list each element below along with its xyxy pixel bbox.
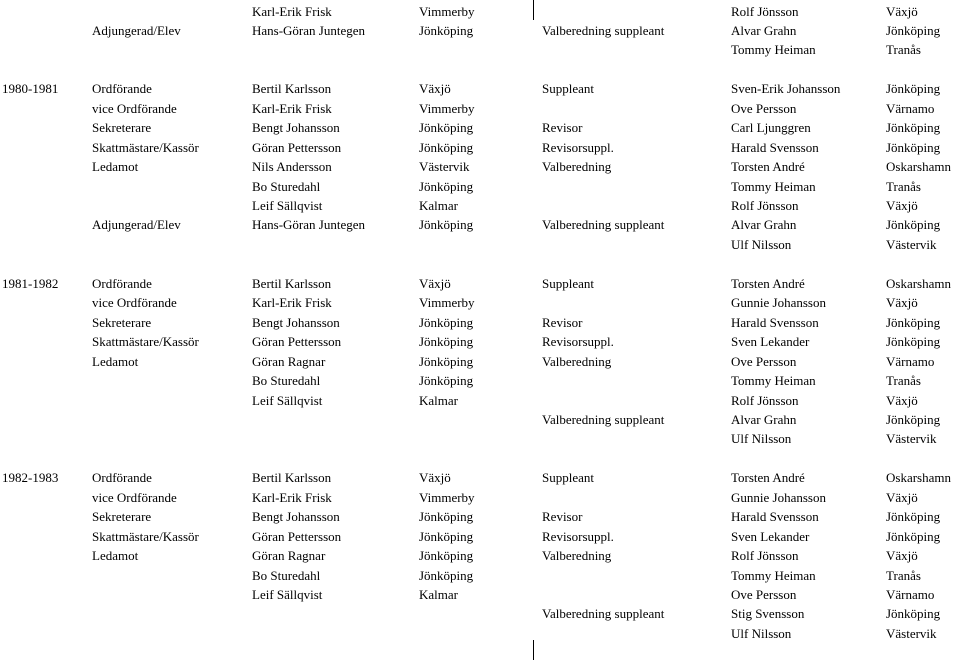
cell-person: Karl-Erik Frisk bbox=[252, 100, 332, 116]
cell-auditor-person: Harald Svensson bbox=[731, 139, 819, 155]
cell-auditor-town: Oskarshamn bbox=[886, 159, 951, 175]
cell-auditor-town: Växjö bbox=[886, 489, 918, 505]
roster-row bbox=[0, 99, 960, 119]
cell-auditor-person: Torsten André bbox=[731, 159, 805, 175]
cell-town: Jönköping bbox=[419, 373, 474, 389]
cell-town: Vimmerby bbox=[419, 489, 475, 505]
cell-role: Ledamot bbox=[92, 159, 139, 175]
cell-person: Bengt Johansson bbox=[252, 509, 340, 525]
roster-row bbox=[0, 79, 960, 99]
cell-auditor-town: Oskarshamn bbox=[886, 275, 951, 291]
cell-town: Jönköping bbox=[419, 353, 474, 369]
roster-row bbox=[0, 507, 960, 527]
cell-auditor-town: Jönköping bbox=[886, 606, 941, 622]
cell-town: Jönköping bbox=[419, 567, 474, 583]
cell-period: 1980-1981 bbox=[2, 81, 59, 97]
cell-auditor-town: Jönköping bbox=[886, 120, 941, 136]
roster-row bbox=[0, 196, 960, 216]
cell-person: Bertil Karlsson bbox=[252, 470, 332, 486]
cell-person: Karl-Erik Frisk bbox=[252, 3, 332, 19]
roster-row bbox=[0, 313, 960, 333]
cell-town: Jönköping bbox=[419, 314, 474, 330]
cell-person: Bo Sturedahl bbox=[252, 178, 321, 194]
roster-row bbox=[0, 585, 960, 605]
roster-row bbox=[0, 40, 960, 60]
roster-row bbox=[0, 429, 960, 449]
roster-row bbox=[0, 391, 960, 411]
cell-auditor-role: Valberedning suppleant bbox=[542, 411, 665, 427]
cell-auditor-person: Rolf Jönsson bbox=[731, 198, 799, 213]
cell-auditor-town: Tranås bbox=[886, 373, 921, 389]
roster-row bbox=[0, 449, 960, 469]
cell-town: Jönköping bbox=[419, 139, 474, 155]
cell-role: Ledamot bbox=[92, 353, 139, 369]
cell-person: Hans-Göran Juntegen bbox=[252, 217, 365, 233]
cell-person: Bertil Karlsson bbox=[252, 81, 332, 97]
cell-auditor-person: Tommy Heiman bbox=[731, 42, 816, 58]
cell-town: Jönköping bbox=[419, 509, 474, 525]
cell-auditor-role: Revisor bbox=[542, 314, 583, 330]
cell-auditor-role: Valberedning bbox=[542, 159, 612, 175]
cell-town: Växjö bbox=[419, 470, 451, 486]
cell-auditor-town: Växjö bbox=[886, 3, 918, 19]
roster-row bbox=[0, 177, 960, 197]
cell-auditor-role: Valberedning bbox=[542, 353, 612, 369]
roster-row bbox=[0, 488, 960, 508]
roster-row bbox=[0, 352, 960, 372]
cell-auditor-person: Rolf Jönsson bbox=[731, 392, 799, 408]
roster-row bbox=[0, 546, 960, 566]
roster-row bbox=[0, 235, 960, 255]
cell-auditor-person: Ove Persson bbox=[731, 587, 797, 602]
cell-auditor-person: Carl Ljunggren bbox=[731, 120, 811, 136]
cell-auditor-town: Växjö bbox=[886, 198, 918, 213]
cell-person: Göran Ragnar bbox=[252, 548, 326, 564]
cell-town: Jönköping bbox=[419, 120, 474, 136]
cell-role: Adjungerad/Elev bbox=[92, 217, 181, 233]
cell-person: Göran Pettersson bbox=[252, 528, 342, 544]
cell-auditor-town: Jönköping bbox=[886, 411, 941, 427]
cell-role: Ordförande bbox=[92, 81, 152, 97]
cell-person: Karl-Erik Frisk bbox=[252, 489, 332, 505]
cell-role: Skattmästare/Kassör bbox=[92, 139, 199, 155]
cell-auditor-role: Suppleant bbox=[542, 275, 594, 291]
cell-auditor-role: Suppleant bbox=[542, 81, 594, 97]
cell-auditor-town: Jönköping bbox=[886, 81, 941, 97]
cell-person: Bo Sturedahl bbox=[252, 567, 321, 583]
cell-auditor-town: Västervik bbox=[886, 625, 937, 641]
cell-auditor-person: Ove Persson bbox=[731, 100, 797, 116]
cell-auditor-person: Alvar Grahn bbox=[731, 411, 797, 427]
cell-person: Göran Ragnar bbox=[252, 353, 326, 369]
cell-person: Hans-Göran Juntegen bbox=[252, 22, 365, 38]
cell-person: Göran Pettersson bbox=[252, 139, 342, 155]
cell-auditor-person: Rolf Jönsson bbox=[731, 3, 799, 19]
cell-role: Sekreterare bbox=[92, 120, 152, 136]
cell-person: Leif Sällqvist bbox=[252, 392, 323, 408]
cell-auditor-person: Ulf Nilsson bbox=[731, 625, 792, 641]
cell-period: 1982-1983 bbox=[2, 470, 59, 486]
cell-auditor-town: Värnamo bbox=[886, 100, 935, 116]
roster-row bbox=[0, 215, 960, 235]
cell-auditor-role: Suppleant bbox=[542, 470, 594, 486]
cell-role: Ledamot bbox=[92, 548, 139, 564]
cell-role: Sekreterare bbox=[92, 509, 152, 525]
cell-auditor-person: Sven Lekander bbox=[731, 528, 810, 544]
cell-person: Bertil Karlsson bbox=[252, 275, 332, 291]
roster-row bbox=[0, 157, 960, 177]
cell-auditor-person: Tommy Heiman bbox=[731, 178, 816, 194]
cell-town: Vimmerby bbox=[419, 295, 475, 311]
roster-row bbox=[0, 332, 960, 352]
cell-auditor-person: Alvar Grahn bbox=[731, 217, 797, 233]
cell-town: Jönköping bbox=[419, 548, 474, 564]
cell-auditor-person: Torsten André bbox=[731, 275, 805, 291]
cell-auditor-person: Alvar Grahn bbox=[731, 22, 797, 38]
cell-role: Skattmästare/Kassör bbox=[92, 528, 199, 544]
cell-town: Växjö bbox=[419, 275, 451, 291]
roster-row bbox=[0, 371, 960, 391]
roster-row bbox=[0, 138, 960, 158]
cell-auditor-town: Växjö bbox=[886, 392, 918, 408]
roster-row bbox=[0, 21, 960, 41]
cell-auditor-role: Revisorsuppl. bbox=[542, 528, 614, 544]
cell-auditor-town: Jönköping bbox=[886, 509, 941, 525]
roster-row bbox=[0, 410, 960, 430]
cell-auditor-town: Jönköping bbox=[886, 217, 941, 233]
cell-town: Jönköping bbox=[419, 178, 474, 194]
roster-row bbox=[0, 293, 960, 313]
cell-town: Vimmerby bbox=[419, 3, 475, 19]
cell-town: Växjö bbox=[419, 81, 451, 97]
cell-auditor-town: Jönköping bbox=[886, 22, 941, 38]
roster-row bbox=[0, 624, 960, 644]
cell-auditor-person: Rolf Jönsson bbox=[731, 548, 799, 564]
cell-auditor-role: Revisorsuppl. bbox=[542, 139, 614, 155]
cell-role: Skattmästare/Kassör bbox=[92, 334, 199, 350]
cell-period: 1981-1982 bbox=[2, 275, 59, 291]
cell-role: Adjungerad/Elev bbox=[92, 22, 181, 38]
cell-auditor-town: Oskarshamn bbox=[886, 470, 951, 486]
cell-auditor-town: Tranås bbox=[886, 567, 921, 583]
cell-role: Ordförande bbox=[92, 275, 152, 291]
cell-auditor-town: Värnamo bbox=[886, 587, 935, 602]
cell-town: Kalmar bbox=[419, 587, 458, 602]
cell-town: Västervik bbox=[419, 159, 470, 175]
roster-row bbox=[0, 527, 960, 547]
cell-auditor-person: Harald Svensson bbox=[731, 314, 819, 330]
roster-row bbox=[0, 566, 960, 586]
cell-role: vice Ordförande bbox=[92, 295, 177, 311]
roster-row bbox=[0, 274, 960, 294]
roster-row bbox=[0, 2, 960, 22]
roster-row bbox=[0, 118, 960, 138]
roster-row bbox=[0, 254, 960, 274]
cell-town: Jönköping bbox=[419, 334, 474, 350]
roster-row bbox=[0, 60, 960, 80]
cell-town: Jönköping bbox=[419, 22, 474, 38]
cell-auditor-town: Jönköping bbox=[886, 528, 941, 544]
cell-auditor-role: Valberedning suppleant bbox=[542, 22, 665, 38]
cell-person: Leif Sällqvist bbox=[252, 587, 323, 602]
cell-auditor-town: Jönköping bbox=[886, 334, 941, 350]
cell-auditor-role: Valberedning suppleant bbox=[542, 217, 665, 233]
cell-person: Leif Sällqvist bbox=[252, 198, 323, 213]
cell-auditor-role: Revisor bbox=[542, 120, 583, 136]
roster-row bbox=[0, 604, 960, 624]
cell-auditor-person: Tommy Heiman bbox=[731, 567, 816, 583]
roster-row bbox=[0, 468, 960, 488]
cell-auditor-person: Ulf Nilsson bbox=[731, 236, 792, 252]
cell-auditor-person: Tommy Heiman bbox=[731, 373, 816, 389]
cell-auditor-person: Gunnie Johansson bbox=[731, 295, 826, 311]
cell-person: Bengt Johansson bbox=[252, 314, 340, 330]
cell-auditor-town: Tranås bbox=[886, 42, 921, 58]
cell-auditor-person: Gunnie Johansson bbox=[731, 489, 826, 505]
cell-person: Bo Sturedahl bbox=[252, 373, 321, 389]
cell-role: vice Ordförande bbox=[92, 489, 177, 505]
cell-auditor-person: Ove Persson bbox=[731, 353, 797, 369]
cell-auditor-town: Västervik bbox=[886, 431, 937, 447]
cell-auditor-person: Stig Svensson bbox=[731, 606, 805, 622]
cell-role: Sekreterare bbox=[92, 314, 152, 330]
cell-town: Jönköping bbox=[419, 528, 474, 544]
cell-auditor-person: Harald Svensson bbox=[731, 509, 819, 525]
cell-person: Karl-Erik Frisk bbox=[252, 295, 332, 311]
cell-auditor-town: Växjö bbox=[886, 295, 918, 311]
cell-auditor-town: Jönköping bbox=[886, 314, 941, 330]
cell-auditor-person: Ulf Nilsson bbox=[731, 431, 792, 447]
cell-auditor-role: Revisor bbox=[542, 509, 583, 525]
cell-auditor-person: Sven-Erik Johansson bbox=[731, 81, 841, 97]
cell-auditor-role: Valberedning suppleant bbox=[542, 606, 665, 622]
cell-auditor-town: Värnamo bbox=[886, 353, 935, 369]
cell-auditor-town: Växjö bbox=[886, 548, 918, 564]
cell-auditor-role: Revisorsuppl. bbox=[542, 334, 614, 350]
cell-town: Jönköping bbox=[419, 217, 474, 233]
cell-person: Göran Pettersson bbox=[252, 334, 342, 350]
cell-role: vice Ordförande bbox=[92, 100, 177, 116]
cell-town: Kalmar bbox=[419, 198, 458, 213]
cell-auditor-role: Valberedning bbox=[542, 548, 612, 564]
cell-person: Nils Andersson bbox=[252, 159, 332, 175]
cell-town: Kalmar bbox=[419, 392, 458, 408]
cell-auditor-person: Sven Lekander bbox=[731, 334, 810, 350]
cell-auditor-town: Tranås bbox=[886, 178, 921, 194]
cell-town: Vimmerby bbox=[419, 100, 475, 116]
cell-auditor-person: Torsten André bbox=[731, 470, 805, 486]
cell-auditor-town: Västervik bbox=[886, 236, 937, 252]
cell-person: Bengt Johansson bbox=[252, 120, 340, 136]
cell-role: Ordförande bbox=[92, 470, 152, 486]
cell-auditor-town: Jönköping bbox=[886, 139, 941, 155]
